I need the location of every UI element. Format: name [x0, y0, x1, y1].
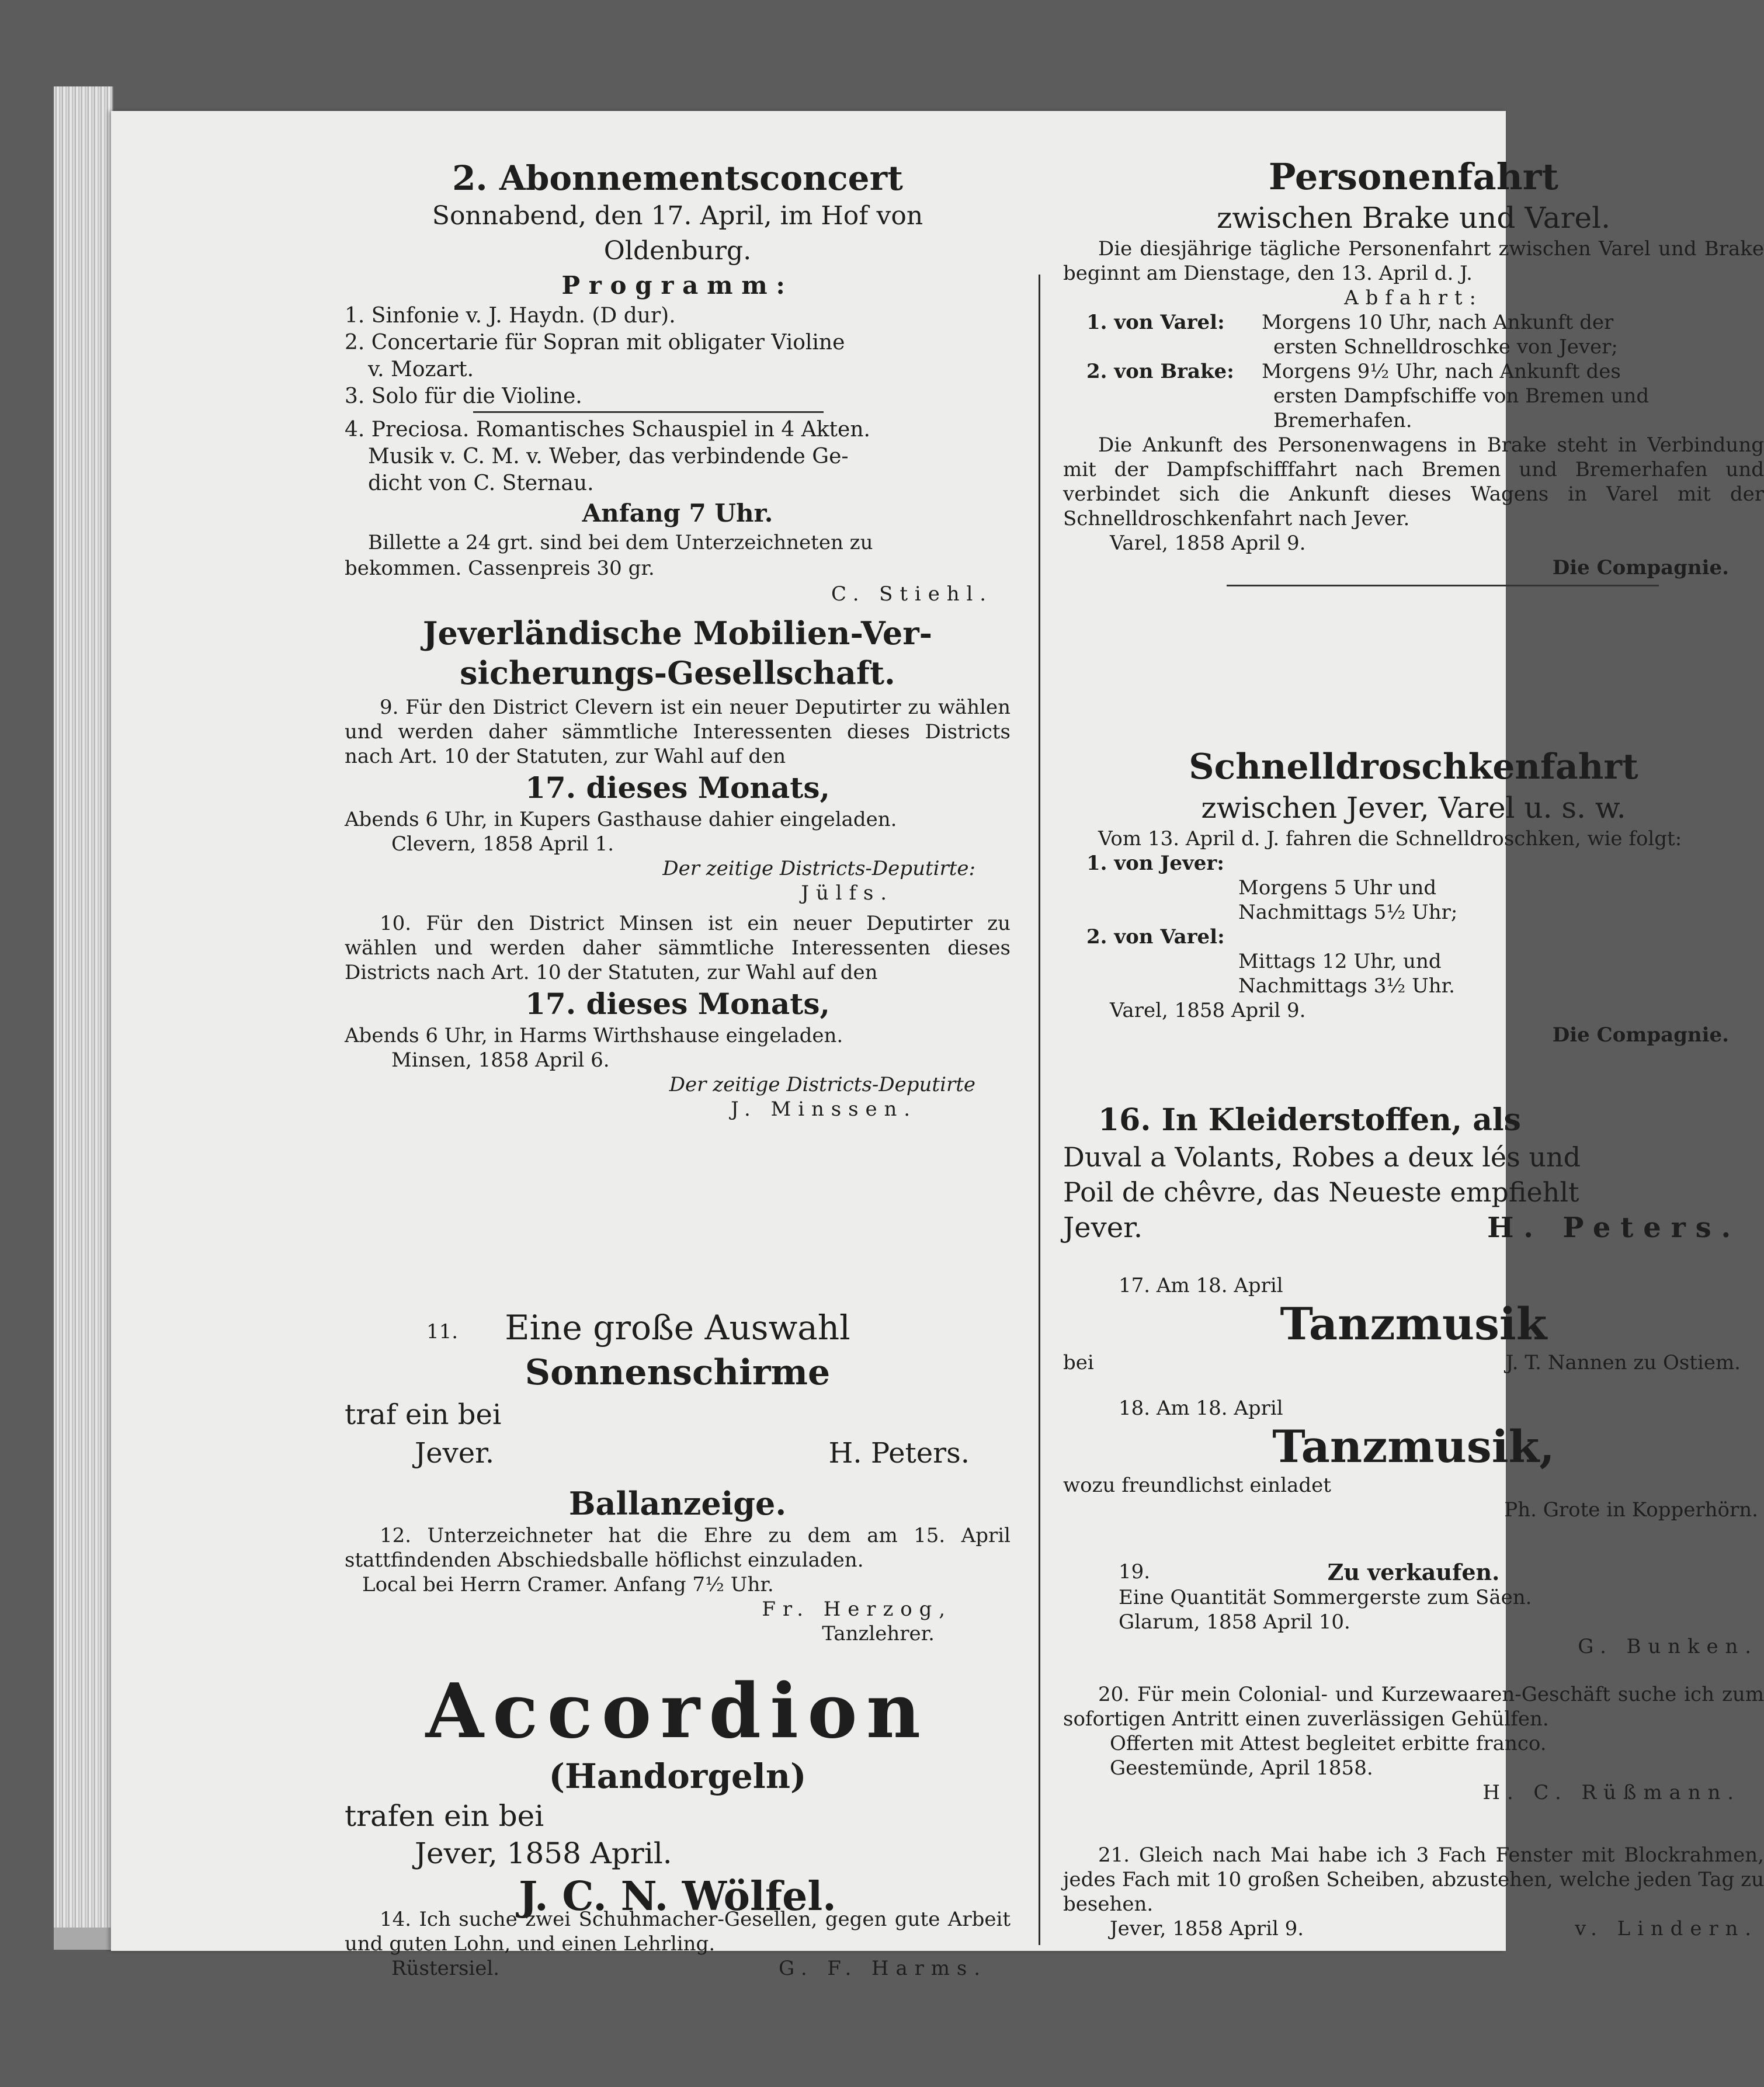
tanz-1-title: Tanzmusik: [1280, 1298, 1547, 1350]
fenster-signature: v. Lindern.: [1575, 1917, 1758, 1940]
fenster-footer: [1063, 1916, 1764, 1941]
concert-date-line2: Oldenburg.: [603, 236, 752, 266]
verkauf-signature: G. Bunken.: [1578, 1635, 1758, 1658]
ball-signature-2: Tanzlehrer.: [822, 1622, 935, 1645]
tanz-2-title: Tanzmusik,: [1272, 1421, 1555, 1473]
schirme-title-2: Sonnenschirme: [525, 1352, 831, 1393]
personenfahrt-ad: [1063, 155, 1764, 586]
schnell-date: Varel, 1858 April 9.: [1110, 999, 1306, 1022]
mobilien-title-2: sicherungs-Gesellschaft.: [460, 654, 895, 692]
mobilien-deputy-title-9: Der zeitige Districts-Deputirte:: [662, 857, 975, 880]
schnell-subtitle: zwischen Jever, Varel u. s. w.: [1201, 791, 1626, 825]
schirme-line-2: [345, 1434, 1011, 1473]
tanz-ad-2: [1063, 1396, 1764, 1522]
fenster-ad: [1063, 1843, 1764, 1941]
personenfahrt-para: Die Ankunft des Personenwagens in Brake steht in Verbindung mit der Dampfschifffahrt nach Bremen und Bremerhafen und verbindet sich die Ankunft dieses Wagens in Varel mit der Schnelldroschkenfahrt nach Jever.: [1063, 433, 1764, 530]
verkauf-ad: [1063, 1560, 1764, 1659]
concert-tickets-2: bekommen. Cassenpreis 30 gr.: [345, 557, 655, 580]
schuh-place: Rüstersiel.: [391, 1957, 500, 1980]
tanz-2-line: 18. Am 18. April: [1119, 1397, 1283, 1420]
schnell-title: Schnelldroschkenfahrt: [1189, 746, 1638, 787]
schnell-von-2-time-2: Nachmittags 3½ Uhr.: [1238, 974, 1455, 998]
personenfahrt-abfahrt: Abfahrt:: [1344, 286, 1483, 310]
accordion-subtitle: (Handorgeln): [548, 1756, 807, 1796]
personenfahrt-rule: [1227, 585, 1659, 586]
mobilien-para-10: 10. Für den District Minsen ist ein neuer Deputirter zu wählen und werden daher sämmtliche Interessenten dieses Districts nach Art. 10 der Statuten, zur Wahl auf den: [345, 912, 1011, 984]
program-item: 1. Sinfonie v. J. Haydn. (D dur).: [345, 304, 676, 328]
fenster-para: 21. Gleich nach Mai habe ich 3 Fach Fenster mit Blockrahmen, jedes Fach mit 10 großen Scheiben, abzustehen, welche jeden Tag zu besehen.: [1063, 1843, 1764, 1916]
schirme-place: Jever.: [415, 1437, 495, 1470]
schnell-von-1: 1. von Jever:: [1086, 852, 1224, 875]
colonial-signature: H. C. Rüßmann.: [1482, 1781, 1741, 1804]
program-item: 3. Solo für die Violine.: [345, 384, 582, 408]
concert-program-list: [345, 303, 1011, 497]
concert-title: 2. Abonnementsconcert: [452, 158, 903, 198]
program-item: v. Mozart.: [368, 357, 474, 381]
verkauf-line-2: Glarum, 1858 April 10.: [1119, 1610, 1350, 1634]
colonial-line-2: Geestemünde, April 1858.: [1110, 1756, 1373, 1780]
tanz-ad-1: [1063, 1273, 1764, 1375]
program-item: 4. Preciosa. Romantisches Schauspiel in 4 Akten.: [345, 418, 870, 442]
verkauf-title: Zu verkaufen.: [1327, 1559, 1500, 1585]
mobilien-deputy-name-9: Jülfs.: [801, 881, 894, 905]
accordion-line-1: trafen ein bei: [345, 1799, 544, 1833]
ball-signature-1: Fr. Herzog,: [762, 1598, 952, 1621]
ball-para: 12. Unterzeichneter hat die Ehre zu dem am 15. April stattfindenden Abschiedsballe höflichst einzuladen.: [345, 1524, 1011, 1572]
verkauf-number: 19.: [1119, 1560, 1151, 1584]
personenfahrt-subtitle: zwischen Brake und Varel.: [1217, 201, 1610, 235]
personenfahrt-signature: Die Compagnie.: [1552, 556, 1729, 579]
mobilien-loc-10: Minsen, 1858 April 6.: [391, 1048, 610, 1072]
accordion-ad: [345, 1668, 1011, 1921]
program-item: Musik v. C. M. v. Weber, das verbindende Ge-: [368, 445, 849, 468]
personenfahrt-intro: Die diesjährige tägliche Personenfahrt zwischen Varel und Brake beginnt am Dienstage, den 13. April d. J.: [1063, 237, 1764, 285]
kleider-line-1: 16. In Kleiderstoffen, als: [1098, 1102, 1521, 1138]
mobilien-loc-9: Clevern, 1858 April 1.: [391, 832, 614, 856]
mobilien-place-9: Abends 6 Uhr, in Kupers Gasthause dahier eingeladen.: [345, 808, 897, 831]
fenster-date: Jever, 1858 April 9.: [1110, 1917, 1304, 1940]
schirme-ad: [345, 1305, 1011, 1473]
mobilien-deputy-title-10: Der zeitige Districts-Deputirte: [669, 1073, 975, 1096]
kleider-seller: H. Peters.: [1487, 1211, 1741, 1244]
mobilien-date-9: 17. dieses Monats,: [525, 770, 830, 805]
schnell-intro: Vom 13. April d. J. fahren die Schnelldroschken, wie folgt:: [1098, 827, 1682, 850]
mobilien-para-9: 9. Für den District Clevern ist ein neuer Deputirter zu wählen und werden daher sämmtliche Interessenten dieses Districts nach Art. 10 der Statuten, zur Wahl auf den: [345, 696, 1011, 768]
schnell-von-2: 2. von Varel:: [1086, 925, 1225, 949]
kleider-line-3: Poil de chêvre, das Neueste empfiehlt: [1063, 1176, 1579, 1208]
tanz-2-signature: Ph. Grote in Kopperhörn.: [1504, 1498, 1758, 1522]
schnell-von-2-time-1: Mittags 12 Uhr, und: [1238, 950, 1442, 973]
concert-date-line1: Sonnabend, den 17. April, im Hof von: [432, 201, 923, 231]
tanz-2-invite: wozu freundlichst einladet: [1063, 1474, 1331, 1497]
verkauf-line-1: Eine Quantität Sommergerste zum Säen.: [1119, 1586, 1532, 1609]
schirme-title-1: Eine große Auswahl: [505, 1308, 850, 1348]
kleider-line-4: [1063, 1210, 1764, 1246]
schnell-ad: [1063, 745, 1764, 1047]
program-item: dicht von C. Sternau.: [368, 471, 594, 495]
schuh-ad: [345, 1907, 1011, 1981]
ball-ad: [345, 1484, 1011, 1646]
book-page-edges: [54, 86, 113, 1944]
personenfahrt-von-1-detail: ersten Schnelldroschke von Jever;: [1273, 335, 1618, 359]
personenfahrt-von-2-time: Morgens 9½ Uhr, nach Ankunft des: [1262, 360, 1621, 383]
kleider-ad: [1063, 1101, 1764, 1246]
kleider-line-2: Duval a Volants, Robes a deux lés und: [1063, 1141, 1581, 1173]
verkauf-title-row: [1063, 1560, 1764, 1585]
personenfahrt-title: Personenfahrt: [1268, 155, 1559, 198]
concert-tickets-1: Billette a 24 grt. sind bei dem Unterzeichneten zu: [368, 531, 873, 554]
tanz-1-footer: [1063, 1350, 1764, 1375]
schuh-footer: [345, 1956, 1011, 1981]
mobilien-date-10: 17. dieses Monats,: [525, 987, 830, 1021]
concert-programm-heading: Programm:: [561, 271, 794, 300]
mobilien-title-1: Jeverländische Mobilien-Ver-: [422, 614, 933, 652]
personenfahrt-von-1-label: 1. von Varel:: [1086, 311, 1225, 334]
schirme-title-row: [345, 1305, 1011, 1350]
personenfahrt-von-2-detail: ersten Dampfschiffe von Bremen und: [1273, 384, 1650, 408]
personenfahrt-von-2: [1063, 359, 1764, 433]
schirme-number: 11.: [426, 1320, 459, 1343]
ball-local: Local bei Herrn Cramer. Anfang 7½ Uhr.: [362, 1573, 774, 1596]
colonial-line-1: Offerten mit Attest begleitet erbitte franco.: [1110, 1732, 1547, 1755]
accordion-seller: J. C. N. Wölfel.: [519, 1873, 836, 1920]
program-item: 2. Concertarie für Sopran mit obligater Violine: [345, 331, 845, 355]
mobilien-place-10: Abends 6 Uhr, in Harms Wirthshause eingeladen.: [345, 1024, 843, 1047]
personenfahrt-von-2-detail-2: Bremerhafen.: [1273, 409, 1412, 432]
tanz-1-line: 17. Am 18. April: [1119, 1274, 1283, 1297]
schuh-signature: G. F. Harms.: [779, 1957, 987, 1980]
tanz-1-bei: bei: [1063, 1351, 1094, 1374]
ball-title: Ballanzeige.: [568, 1485, 787, 1522]
schirme-seller: H. Peters.: [828, 1437, 970, 1470]
personenfahrt-date: Varel, 1858 April 9.: [1110, 532, 1306, 555]
kleider-place: Jever.: [1063, 1211, 1143, 1244]
newspaper-page: [111, 111, 1764, 1980]
schnell-von-1-time-2: Nachmittags 5½ Uhr;: [1238, 901, 1458, 924]
schnell-von-1-time-1: Morgens 5 Uhr und: [1238, 876, 1437, 900]
mobilien-ad: [345, 613, 1011, 1121]
mobilien-deputy-name-10: J. Minssen.: [731, 1098, 917, 1121]
accordion-line-2: Jever, 1858 April.: [415, 1836, 672, 1870]
tanz-1-signature: J. T. Nannen zu Ostiem.: [1505, 1351, 1741, 1374]
concert-start: Anfang 7 Uhr.: [582, 499, 773, 527]
schirme-line-1: traf ein bei: [345, 1398, 502, 1431]
concert-ad: [345, 158, 1011, 607]
program-divider: [473, 411, 824, 413]
column-divider: [1039, 275, 1040, 1945]
personenfahrt-von-2-label: 2. von Brake:: [1086, 360, 1234, 383]
colonial-para: 20. Für mein Colonial- und Kurzewaaren-Geschäft suche ich zum sofortigen Antritt einen zuverlässigen Gehülfen.: [1063, 1683, 1764, 1731]
accordion-title: Accordion: [425, 1668, 930, 1755]
concert-signature: C. Stiehl.: [831, 582, 993, 606]
schnell-signature: Die Compagnie.: [1552, 1023, 1729, 1047]
personenfahrt-von-1-time: Morgens 10 Uhr, nach Ankunft der: [1262, 311, 1614, 334]
schuh-para: 14. Ich suche zwei Schuhmacher-Gesellen, gegen gute Arbeit und guten Lohn, und einen Lehrling.: [345, 1908, 1011, 1956]
personenfahrt-von-1: [1063, 310, 1764, 359]
colonial-ad: [1063, 1682, 1764, 1805]
